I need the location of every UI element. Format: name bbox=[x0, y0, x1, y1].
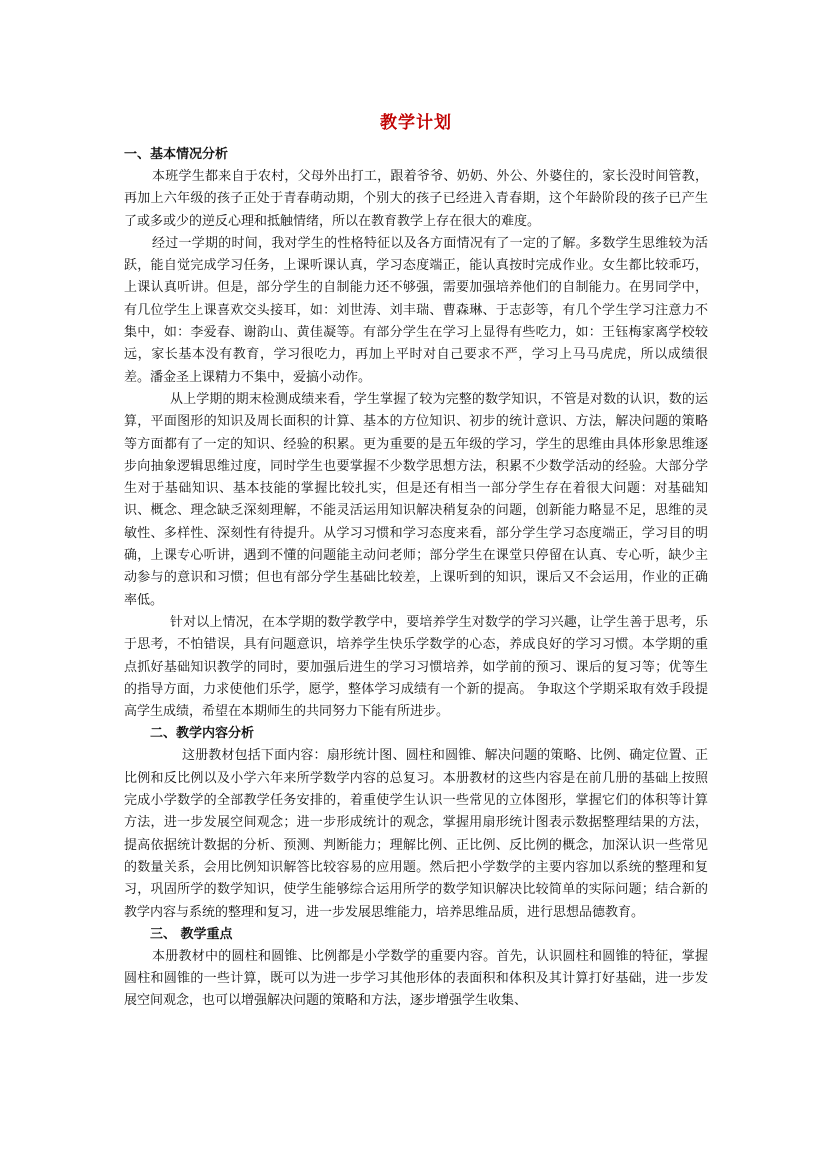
document-page bbox=[124, 112, 708, 1013]
section-1-paragraph-4: 针对以上情况，在本学期的数学教学中，要培养学生对数学的学习兴趣，让学生善于思考，乐于思考，不怕错误，具有问题意识，培养学生快乐学数学的心态，养成良好的学习习惯。本学期的重点抓好基础知识教学的同时，要加强后进生的学习习惯培养，如学前的预习、课后的复习等；优等生的指导方面，力求使他们乐学，愿学，整体学习成绩有一个新的提高。 争取这个学期采取有效手段提高学生成绩，希望在本期师生的共同努力下能有所进步。 bbox=[124, 614, 708, 720]
section-3-heading: 三、 教学重点 bbox=[150, 926, 233, 942]
section-1-paragraph-2: 经过一学期的时间，我对学生的性格特征以及各方面情况有了一定的了解。多数学生思维较为活跃，能自觉完成学习任务，上课听课认真，学习态度端正，能认真按时完成作业。女生都比较乖巧，上课认真听讲。但是，部分学生的自制能力还不够强，需要加强培养他们的自制能力。在男同学中，有几位学生上课喜欢交头接耳，如：刘世涛、刘丰瑞、曹森琳、于志彭等，有几个学生学习注意力不集中，如：李爱春、谢韵山、黄佳凝等。有部分学生在学习上显得有些吃力，如：王钰梅家离学校较远，家长基本没有教育，学习很吃力，再加上平时对自己要求不严，学习上马马虎虎，所以成绩很差。潘金圣上课精力不集中，爱搞小动作。 bbox=[124, 235, 708, 385]
section-2-heading: 二、教学内容分析 bbox=[150, 726, 255, 742]
section-3-paragraph-1: 本册教材中的圆柱和圆锥、比例都是小学数学的重要内容。首先，认识圆柱和圆锥的特征，掌握圆柱和圆锥的一些计算，既可以为进一步学习其他形体的表面积和体积及其计算打好基础，进一步发展空间观念，也可以增强解决问题的策略和方法，逐步增强学生收集、 bbox=[124, 948, 708, 1009]
section-1-heading: 一、基本情况分析 bbox=[124, 147, 229, 162]
document-title: 教学计划 bbox=[380, 113, 452, 133]
section-1-paragraph-1: 本班学生都来自于农村，父母外出打工，跟着爷爷、奶奶、外公、外婆住的，家长没时间管教，再加上六年级的孩子正处于青春萌动期，个别大的孩子已经进入青春期，这个年龄阶段的孩子已产生了或多或少的逆反心理和抵触情绪，所以在教育教学上存在很大的难度。 bbox=[124, 169, 708, 229]
section-1-paragraph-3: 从上学期的期末检测成绩来看，学生掌握了较为完整的数学知识，不管是对数的认识，数的运算，平面图形的知识及周长面积的计算、基本的方位知识、初步的统计意识、方法，解决问题的策略等方面都有了一定的知识、经验的积累。更为重要的是五年级的学习，学生的思维由具体形象思维逐步向抽象逻辑思维过度，同时学生也要掌握不少数学思想方法，积累不少数学活动的经验。大部分学生对于基础知识、基本技能的掌握比较扎实，但是还有相当一部分学生存在着很大问题：对基础知识、概念、理念缺乏深刻理解，不能灵活运用知识解决稍复杂的问题，创新能力略显不足，思维的灵敏性、多样性、深刻性有待提升。从学习习惯和学习态度来看，部分学生学习态度端正，学习目的明确，上课专心听讲，遇到不懂的问题能主动问老师；部分学生在课堂只停留在认真、专心听，缺少主动参与的意识和习惯；但也有部分学生基础比较差，上课听到的知识，课后又不会运用，作业的正确率低。 bbox=[124, 391, 708, 608]
section-2-paragraph-1: 这册教材包括下面内容：扇形统计图、圆柱和圆锥、解决问题的策略、比例、确定位置、正比例和反比例以及小学六年来所学数学内容的总复习。本册教材的这些内容是在前几册的基础上按照完成小学数学的全部教学任务安排的，着重使学生认识一些常见的立体图形，掌握它们的体积等计算方法，进一步发展空间观念；进一步形成统计的观念，掌握用扇形统计图表示数据整理结果的方法，提高依据统计数据的分析、预测、判断能力；理解比例、正比例、反比例的概念，加深认识一些常见的数量关系，会用比例知识解答比较容易的应用题。然后把小学数学的主要内容加以系统的整理和复习，巩固所学的数学知识，使学生能够综合运用所学的数学知识解决比较简单的实际问题；结合新的教学内容与系统的整理和复习，进一步发展思维能力，培养思维品质，进行思想品德教育。 bbox=[124, 748, 708, 920]
